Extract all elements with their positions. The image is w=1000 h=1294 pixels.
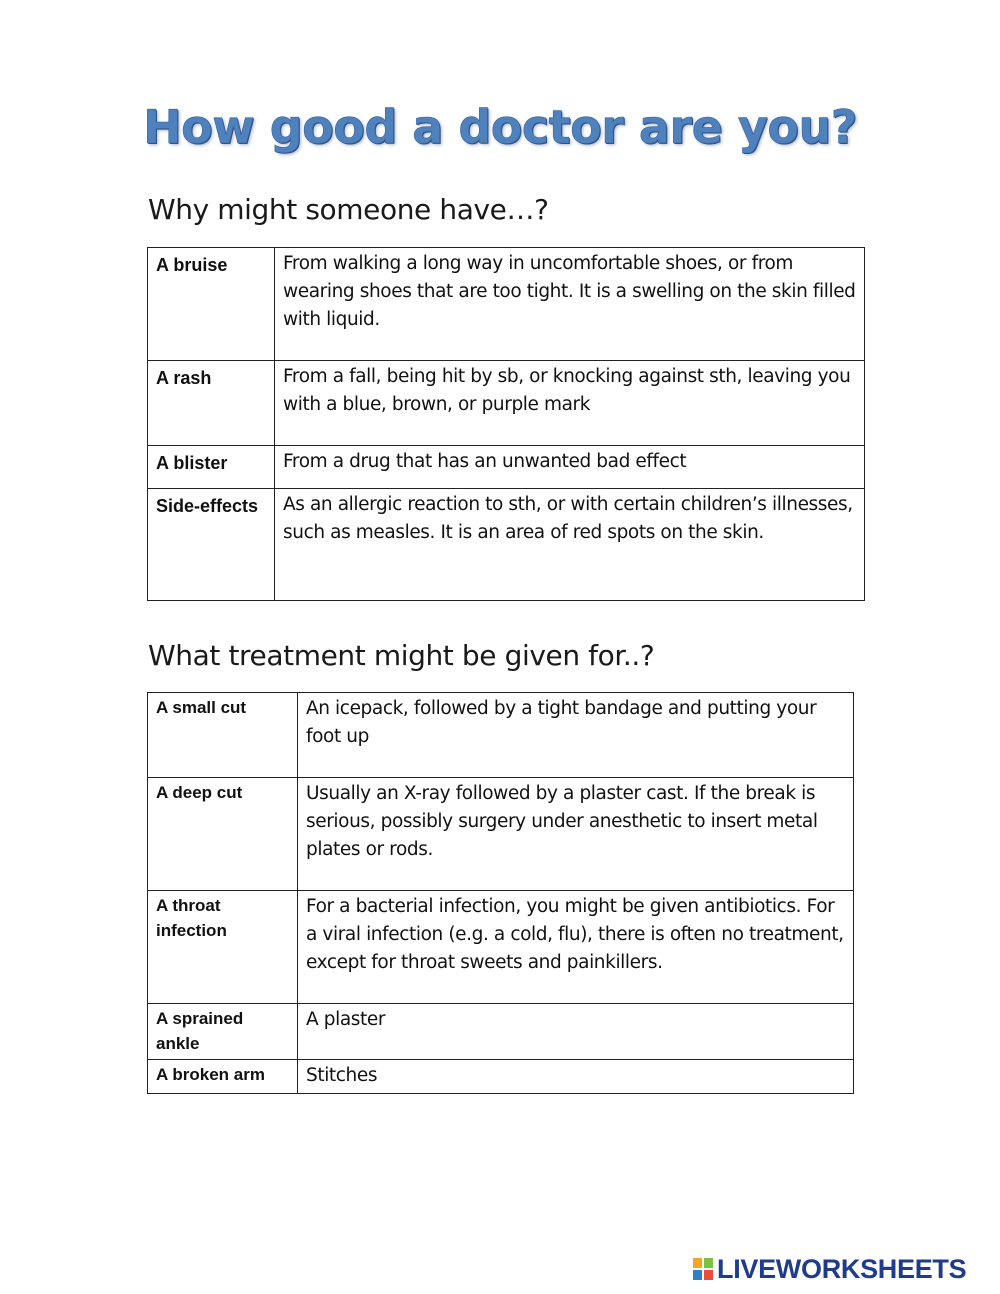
definition-cell: Stitches <box>298 1060 854 1094</box>
liveworksheets-logo[interactable] <box>692 1254 966 1284</box>
table-row <box>148 361 865 446</box>
term-cell: A small cut <box>148 693 298 778</box>
definition-cell: For a bacterial infection, you might be given antibiotics. For a viral infection (e.g. a cold, flu), there is often no treatment, except for throat sweets and painkillers. <box>298 891 854 1004</box>
table-row <box>148 248 865 361</box>
table-row <box>148 1004 854 1060</box>
definition-cell: From a drug that has an unwanted bad effect <box>275 446 865 489</box>
definition-cell: A plaster <box>298 1004 854 1060</box>
term-cell: A sprained ankle <box>148 1004 298 1060</box>
symptoms-table <box>147 247 865 601</box>
table-row <box>148 693 854 778</box>
definition-cell: From walking a long way in uncomfortable shoes, or from wearing shoes that are too tight. It is a swelling on the skin filled with liquid. <box>275 248 865 361</box>
table-row <box>148 1060 854 1094</box>
term-cell: A deep cut <box>148 778 298 891</box>
term-cell: Side-effects <box>148 489 275 601</box>
term-cell: A rash <box>148 361 275 446</box>
term-cell: A broken arm <box>148 1060 298 1094</box>
definition-cell: An icepack, followed by a tight bandage and putting your foot up <box>298 693 854 778</box>
liveworksheets-logo-icon <box>692 1257 714 1281</box>
definition-cell: From a fall, being hit by sb, or knocking against sth, leaving you with a blue, brown, or purple mark <box>275 361 865 446</box>
definition-cell: As an allergic reaction to sth, or with certain children’s illnesses, such as measles. It is an area of red spots on the skin. <box>275 489 865 601</box>
table-row <box>148 446 865 489</box>
page-title: How good a doctor are you? <box>143 100 857 154</box>
section1-heading: Why might someone have…? <box>148 193 549 226</box>
table-row <box>148 489 865 601</box>
term-cell: A bruise <box>148 248 275 361</box>
definition-cell: Usually an X-ray followed by a plaster cast. If the break is serious, possibly surgery under anesthetic to insert metal plates or rods. <box>298 778 854 891</box>
term-cell: A throat infection <box>148 891 298 1004</box>
brand-text: LIVEWORKSHEETS <box>717 1253 967 1284</box>
table-row <box>148 778 854 891</box>
term-cell: A blister <box>148 446 275 489</box>
section2-heading: What treatment might be given for..? <box>148 639 655 672</box>
treatments-table <box>147 692 854 1094</box>
table-row <box>148 891 854 1004</box>
